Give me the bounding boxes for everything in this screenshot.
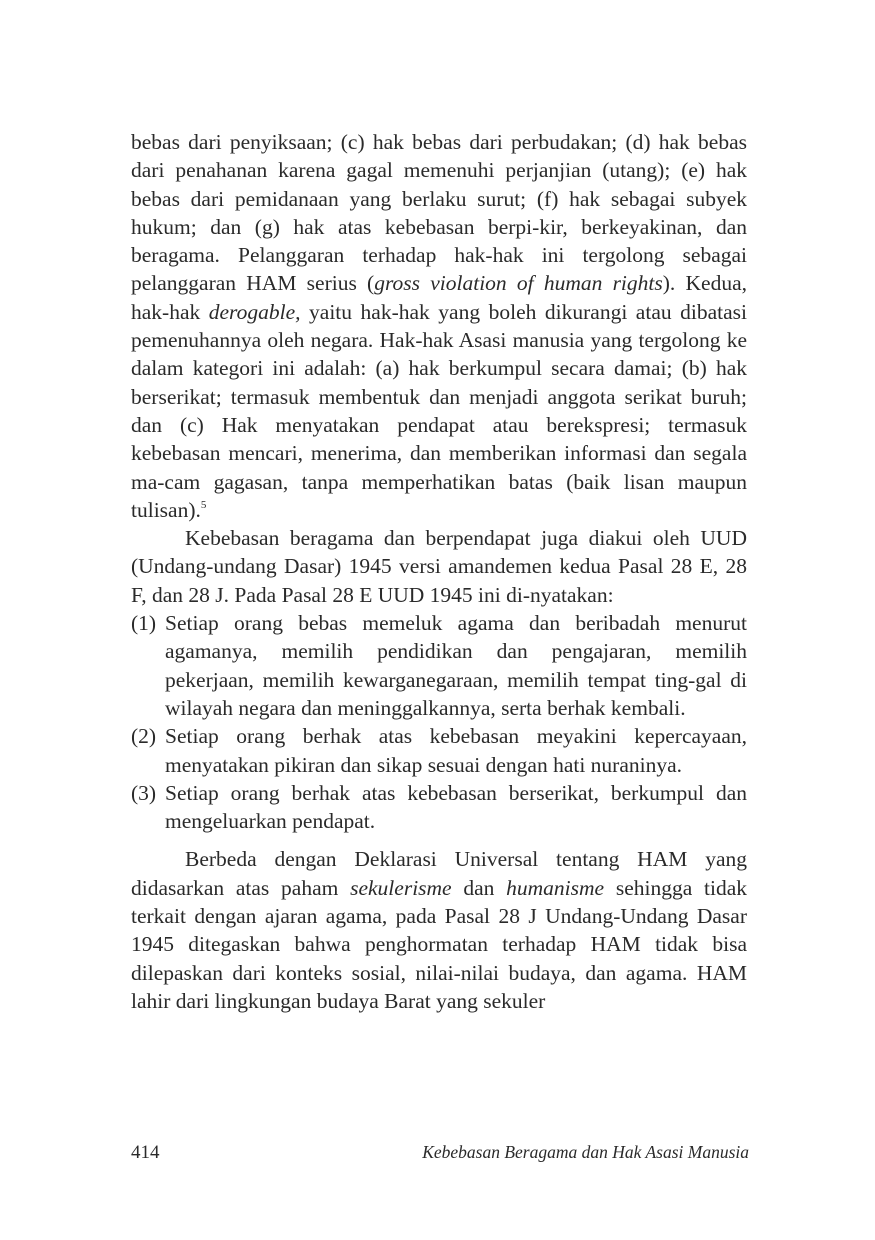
list-item-text: Setiap orang bebas memeluk agama dan beribadah menurut agamanya, memilih pendidikan dan pengajaran, memilih pekerjaan, memilih kewarganegaraan, memilih tempat ting-gal di wilayah negara dan meninggalkannya, serta berhak kembali. (165, 611, 747, 720)
list-item (131, 609, 747, 722)
text-run: sehingga tidak terkait dengan ajaran agama, pada Pasal 28 J Undang-Undang Dasar 1945 ditegaskan bahwa penghormatan terhadap HAM tidak bisa dilepaskan dari konteks sosial, nilai-nilai budaya, dan agama. HAM lahir dari lingkungan budaya Barat yang sekuler (131, 875, 748, 1013)
list-number: (2) (131, 724, 157, 749)
text-run: Berbeda dengan Deklarasi Universal tentang HAM yang didasarkan atas paham (131, 847, 747, 900)
text-run: yaitu hak-hak yang boleh dikurangi atau dibatasi pemenuhannya oleh negara. Hak-hak Asasi manusia yang tergolong ke dalam kategori ini adalah: (a) hak berkumpul secara damai; (b) hak berserikat; termasuk membentuk dan menjadi anggota serikat buruh; dan (c) Hak menyatakan pendapat atau berekspresi; termasuk kebebasan mencari, menerima, dan memberikan informasi dan segala ma-cam gagasan, tanpa memperhatikan batas (baik lisan maupun tulisan). (131, 299, 748, 522)
list-item (131, 779, 747, 836)
text-run: bebas dari penyiksaan; (c) hak bebas dari perbudakan; (d) hak bebas dari penahanan karena gagal memenuhi perjanjian (utang); (e) hak bebas dari pemidanaan yang berlaku surut; (f) hak sebagai subyek hukum; dan (g) hak atas kebebasan berpi-kir, berkeyakinan, dan beragama. Pelanggaran terhadap hak-hak ini tergolong sebagai pelanggaran HAM serius ( (131, 130, 747, 296)
italic-term: sekulerisme (350, 875, 452, 900)
italic-term: derogable, (208, 299, 301, 324)
italic-term: humanisme (506, 875, 605, 900)
list-number: (3) (131, 780, 157, 805)
body-text (131, 128, 747, 1015)
paragraph-rights-categories (131, 128, 747, 524)
paragraph-uud-1945: Kebebasan beragama dan berpendapat juga diakui oleh UUD (Undang-undang Dasar) 1945 versi amandemen kedua Pasal 28 E, 28 F, dan 28 J. Pada Pasal 28 E UUD 1945 ini di-nyatakan: (131, 526, 747, 607)
paragraph-comparison (131, 845, 747, 1015)
article-list (131, 609, 747, 835)
list-item-text: Setiap orang berhak atas kebebasan meyakini kepercayaan, menyatakan pikiran dan sikap sesuai dengan hati nuraninya. (165, 724, 747, 777)
running-title: Kebebasan Beragama dan Hak Asasi Manusia (422, 1142, 749, 1162)
page-number: 414 (131, 1142, 160, 1163)
list-number: (1) (131, 611, 157, 636)
footnote-marker[interactable]: 5 (200, 498, 207, 511)
italic-term: gross violation of human rights (374, 271, 663, 296)
page-footer (131, 1142, 749, 1164)
text-run: ). Kedua, hak-hak (131, 271, 747, 324)
list-item-text: Setiap orang berhak atas kebebasan berserikat, berkumpul dan mengeluarkan pendapat. (165, 780, 747, 834)
list-item (131, 722, 747, 779)
text-run: dan (451, 875, 507, 900)
